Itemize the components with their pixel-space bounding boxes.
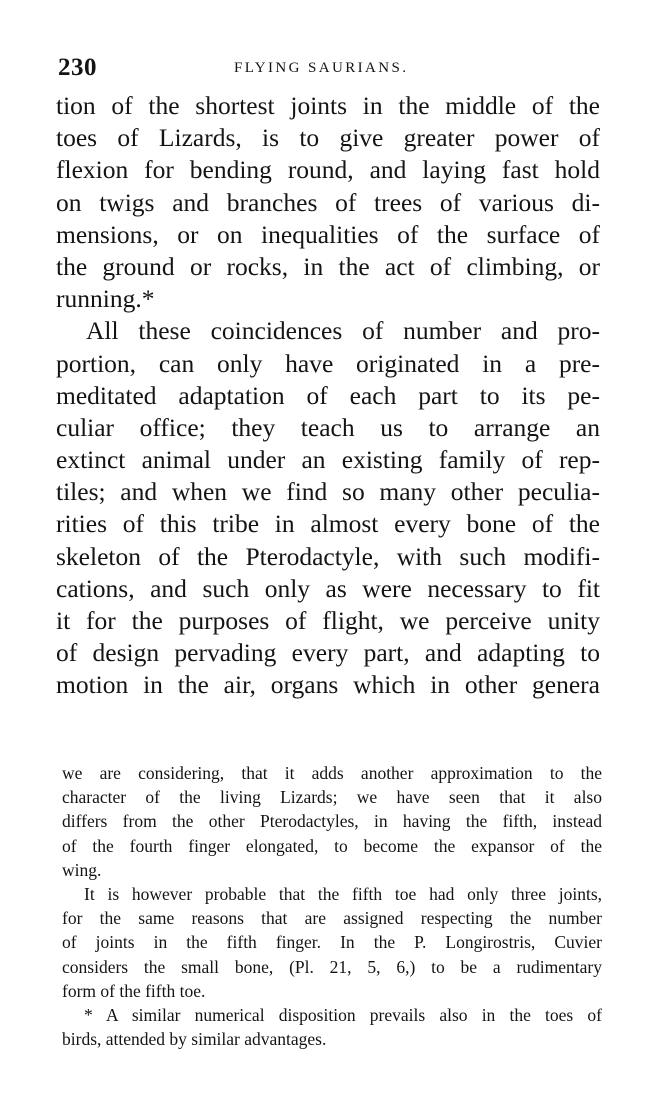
- body-line: portion, can only have originated in a pre-: [56, 348, 600, 378]
- body-line: tion of the shortest joints in the middle of the: [56, 91, 600, 120]
- footnote-line: we are considering, that it adds another approximation to the: [62, 763, 602, 783]
- footnote-line: birds, attended by similar advantages.: [62, 1029, 327, 1050]
- body-line: it for the purposes of flight, we perceive unity: [56, 606, 600, 635]
- body-line: All these coincidences of number and pro-: [86, 316, 600, 346]
- body-line: extinct animal under an existing family of rep-: [56, 445, 600, 475]
- footnote-line: character of the living Lizards; we have seen that it also: [62, 787, 602, 808]
- body-line: skeleton of the Pterodactyle, with such modifi-: [56, 541, 600, 571]
- body-line: of design pervading every part, and adapting to: [56, 638, 600, 668]
- body-line: the ground or rocks, in the act of climbing, or: [56, 251, 600, 281]
- running-head: FLYING SAURIANS.: [234, 60, 409, 76]
- footnote-line: * A similar numerical disposition prevails also in the toes of: [84, 1004, 602, 1025]
- footnote-line: of joints in the fifth finger. In the P. Longirostris, Cuvier: [62, 932, 602, 953]
- footnote-line: considers the small bone, (Pl. 21, 5, 6,) to be a rudimentary: [62, 956, 602, 977]
- body-line: rities of this tribe in almost every bone of the: [56, 509, 600, 539]
- footnote-line: for the same reasons that are assigned respecting the number: [62, 908, 602, 929]
- body-line: tiles; and when we find so many other peculia-: [56, 477, 600, 507]
- body-line: mensions, or on inequalities of the surface of: [56, 219, 600, 249]
- footnote-line: wing.: [62, 859, 102, 880]
- body-line: culiar office; they teach us to arrange an: [56, 412, 600, 442]
- footnote-line: of the fourth finger elongated, to become the expansor of the: [62, 835, 602, 856]
- page-number: 230: [58, 54, 97, 81]
- body-line: toes of Lizards, is to give greater power of: [56, 123, 600, 153]
- body-line: motion in the air, organs which in other genera: [56, 670, 600, 700]
- page-header: [58, 54, 606, 84]
- footnotes: [62, 761, 602, 1051]
- body-line: cations, and such only as were necessary to fit: [56, 573, 600, 603]
- footnote-line: differs from the other Pterodactyles, in having the fifth, instead: [62, 811, 602, 832]
- body-line: on twigs and branches of trees of various di-: [56, 187, 600, 217]
- footnote-line: form of the fifth toe.: [62, 980, 206, 1001]
- body-line: meditated adaptation of each part to its pe-: [56, 380, 600, 410]
- main-text: [56, 90, 600, 702]
- body-line: running.*: [56, 284, 155, 314]
- body-line: flexion for bending round, and laying fast hold: [56, 155, 600, 185]
- footnote-line: It is however probable that the fifth toe had only three joints,: [84, 883, 602, 904]
